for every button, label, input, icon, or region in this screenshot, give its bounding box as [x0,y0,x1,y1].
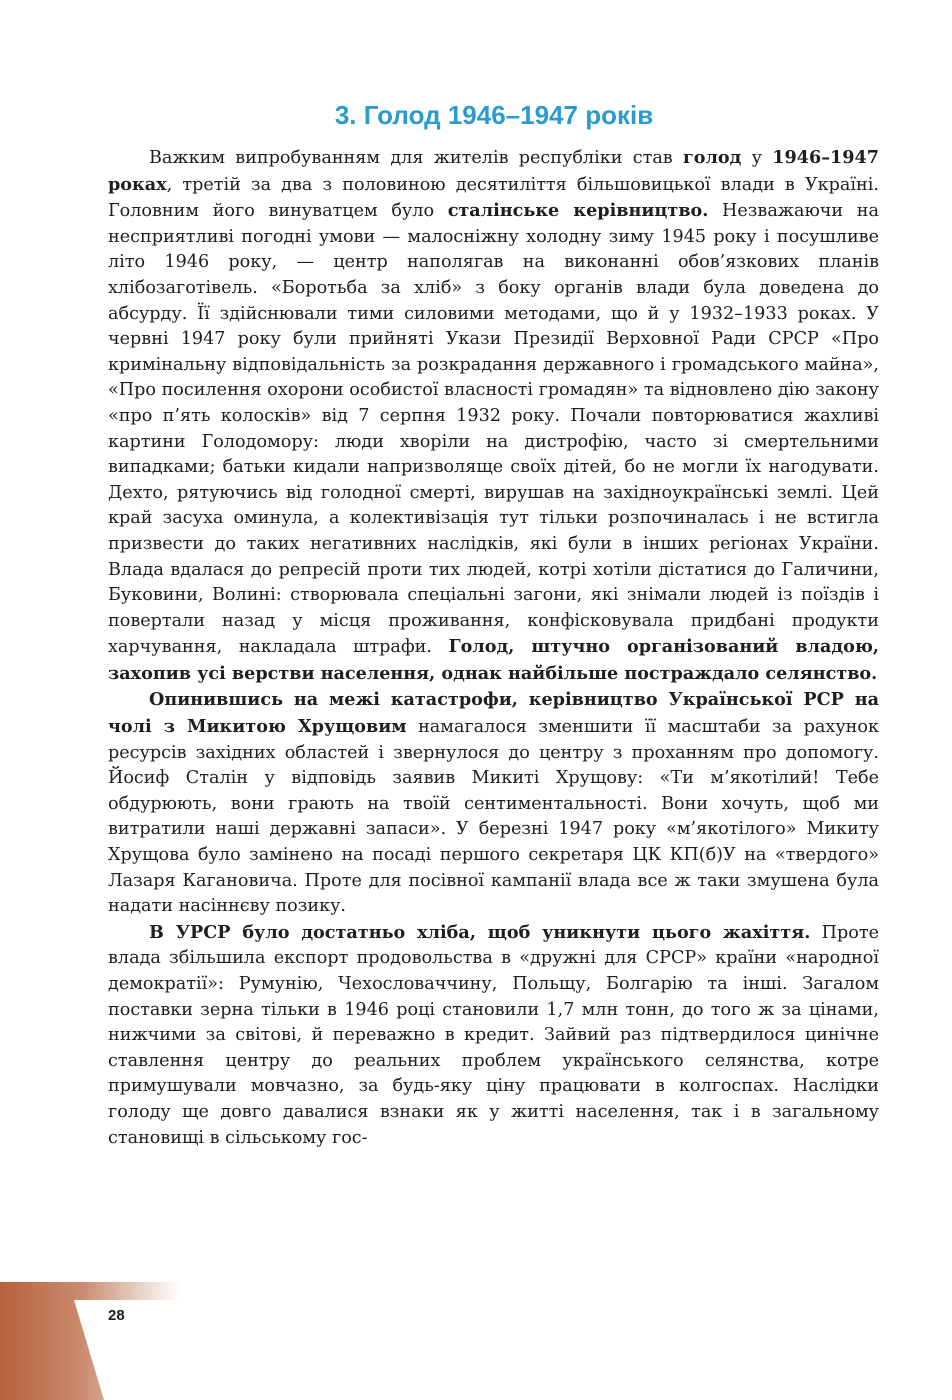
text-run: Проте влада збільшила експорт продовольства в «дружні для СРСР» країни «народної демократії»: Румунію, Чехословаччину, Польщу, Болгарію та інші. Загалом поставки зерна тільки в 1946 році становили 1,7 млн тонн, до того ж за цінами, нижчими за світові, й переважно в кредит. Зайвий раз підтвердилося цинічне ставлення центру до реальних проблем українського селянства, котре примушували мовчазно, за будь-яку ціну працювати в колгоспах. Наслідки голоду ще довго давалися взнаки як у житті населення, так і в загальному становищі в сільському гос- [108,922,879,1148]
body-text [108,145,879,1151]
paragraph [108,687,879,919]
bold-run: В УРСР було достатньо хліба, щоб уникнути цього жахіття. [149,921,811,943]
text-run: намагалося зменшити її масштаби за рахунок ресурсів західних областей і звернулося до центру з проханням про допомогу. Йосиф Сталін у відповідь заявив Микиті Хрущову: «Ти м’якотілий! Тебе обдурюють, вони грають на твоїй сентиментальності. Вони хочуть, щоб ми витратили наші державні запаси». У березні 1947 року «м’якотілого» Микиту Хрущова було замінено на посаді першого секретаря ЦК КП(б)У на «твердого» Лазаря Кагановича. Проте для посівної кампанії влада все ж таки змушена була надати насіннєву позику. [108,717,879,917]
text-run: Важким випробуванням для жителів республіки став [149,148,683,168]
text-run: , третій за два з половиною десятиліття більшовицької влади в Україні. Головним його винуватцем було [108,174,879,222]
text-run: Незважаючи на несприятливі погодні умови — малосніжну холодну зиму 1945 року і посушливе літо 1946 року, — центр наполягав на виконанні обов’язкових планів хлібозаготівель. «Боротьба за хліб» з боку органів влади була доведена до абсурду. Її здійснювали тими силовими методами, що й у 1932–1933 роках. У червні 1947 року були прийняті Укази Президії Верховної Ради СРСР «Про кримінальну відповідальність за розкрадання державного і громадського майна», «Про посилення охорони особистої власності громадян» та відновлено дію закону «про п’ять колосків» від 7 серпня 1932 року. Почали повторюватися жахливі картини Голодомору: люди хворіли на дистрофію, часто зі смертельними випадками; батьки кидали напризволяще своїх дітей, бо не могли їх нагодувати. Дехто, рятуючись від голодної смерті, вирушав на західноукраїнські землі. Цей край засуха оминула, а колективізація тут тільки розпочиналась і не встигла призвести до таких негативних наслідків, які були в інших регіонах України. Влада вдалася до репресій проти тих людей, котрі хотіли дістатися до Галичини, Буковини, Волині: створювала спеціальні загони, які знімали людей із поїздів і повертали назад у місця проживання, конфісковувала придбані продукти харчування, накладала штрафи. [108,201,880,658]
bold-run: 1946–1947 роках [108,147,879,195]
paragraph [108,145,879,687]
text-run: у [741,148,773,168]
bold-run: Опинившись на межі катастрофи, керівництво Української РСР на чолі з Микитою Хрущовим [108,689,879,738]
paragraph [108,920,879,1151]
bold-run: Голод, штучно організований владою, захопив усі верстви населення, однак найбільше постраждало селянство. [108,636,879,684]
page-number: 28 [108,1307,125,1324]
bold-run: сталінське керівництво. [447,200,709,222]
bold-run: голод [682,147,742,168]
section-title: 3. Голод 1946–1947 років [334,100,654,130]
